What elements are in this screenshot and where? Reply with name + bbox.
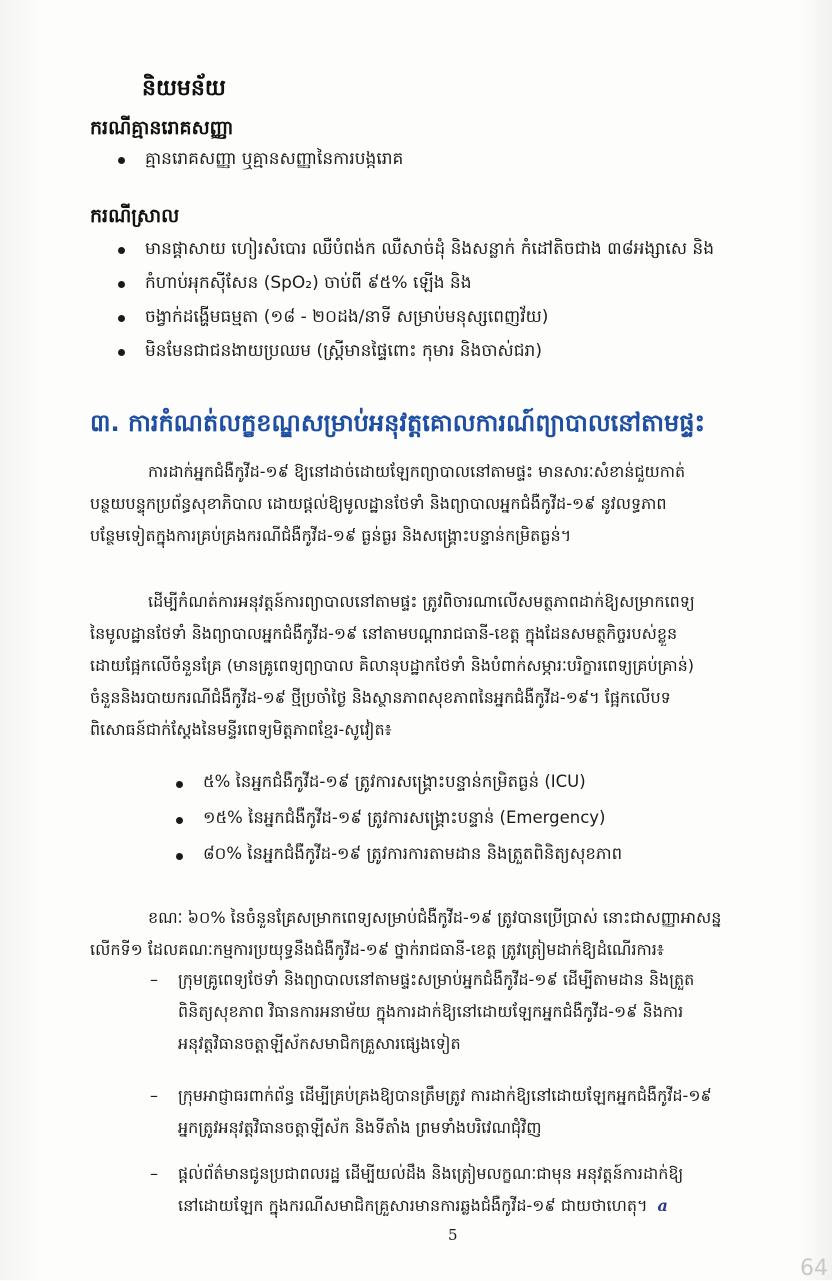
bullet-icon xyxy=(176,853,183,860)
stat-item-text: ៨០% នៃអ្នកជំងឺកូវីដ-១៩ ត្រូវការការតាមដាន និងត្រួតពិនិត្យសុខភាព xyxy=(203,844,623,863)
definition-title: និយមន័យ xyxy=(142,76,226,101)
action-line xyxy=(150,1190,810,1222)
mild-heading: ករណីស្រាល xyxy=(90,205,180,227)
paragraph-line: ពិសោធន៍ជាក់ស្តែងនៃមន្ទីរពេទ្យមិត្តភាពខ្មែរ-សូវៀត៖ xyxy=(90,720,392,739)
dash-marker: – xyxy=(150,1164,158,1183)
asymptomatic-heading: ករណីគ្មានរោគសញ្ញា xyxy=(90,117,234,139)
stat-item-text: ៥% នៃអ្នកជំងឺកូវីដ-១៩ ត្រូវការសង្គ្រោះបន្ទាន់កម្រិតធ្ងន់ (ICU) xyxy=(203,772,586,791)
paragraph-line: ដោយផ្អែកលើចំនួនគ្រែ (មានគ្រូពេទ្យព្យាបាល គិលានុបដ្ឋាកថែទាំ និងបំពាក់សម្ភារៈបរិក្ខារពេទ្យគ្រប់គ្រាន់) xyxy=(90,656,695,675)
list-item xyxy=(118,306,548,331)
paragraph-2 xyxy=(90,586,810,746)
paragraph-3 xyxy=(90,902,810,966)
paragraph-line: ចំនួននិងរបាយករណីជំងឺកូវីដ-១៩ ថ្មីប្រចាំថ្ងៃ និងស្ថានភាពសុខភាពនៃអ្នកជំងឺកូវីដ-១៩។ ផ្អែកលើបទ xyxy=(90,688,671,707)
bullet-icon xyxy=(118,349,125,356)
action-item xyxy=(150,1158,810,1222)
bullet-icon xyxy=(118,281,125,288)
paragraph-line: បន្ថែមទៀតក្នុងការគ្រប់គ្រងករណីជំងឺកូវីដ-១៩ ធ្ងន់ធ្ងរ និងសង្គ្រោះបន្ទាន់កម្រិតធ្ងន់។ xyxy=(90,526,572,545)
stat-item xyxy=(176,772,586,796)
bullet-icon xyxy=(176,817,183,824)
action-line: ពិនិត្យសុខភាព វិធានការអនាម័យ ក្នុងការដាក់ឱ្យនៅដោយឡែកអ្នកជំងឺកូវីដ-១៩ និងការ xyxy=(178,1002,684,1021)
paragraph-line: លើកទី១ ដែលគណៈកម្មការប្រយុទ្ធនឹងជំងឺកូវីដ-១៩ ថ្នាក់រាជធានី-ខេត្ត ត្រូវត្រៀមដាក់ឱ្យដំណើរការ៖ xyxy=(90,940,664,959)
action-line: ក្រុមគ្រូពេទ្យថែទាំ និងព្យាបាលនៅតាមផ្ទះសម្រាប់អ្នកជំងឺកូវីដ-១៩ ដើម្បីតាមដាន និងត្រួត xyxy=(178,970,695,989)
bullet-icon xyxy=(176,781,183,788)
list-item-text: កំហាប់អុកស៊ីសែន (SpO₂) ចាប់ពី ៩៥% ឡើង និង xyxy=(145,273,472,293)
corner-page-mark: 64 xyxy=(800,1256,828,1281)
list-item-text: មិនមែនជាជនងាយប្រឈម (ស្ត្រីមានផ្ទៃពោះ កុមារ និងចាស់ជរា) xyxy=(145,341,542,361)
list-item xyxy=(118,340,542,365)
action-item xyxy=(150,1080,810,1144)
paragraph-line: បន្ថយបន្ទុកប្រព័ន្ធសុខាភិបាល ដោយផ្តល់ឱ្យមូលដ្ឋានថែទាំ និងព្យាបាលអ្នកជំងឺកូវីដ-១៩ នូវលទ្ធភាព xyxy=(90,494,667,513)
list-item-text: គ្មានរោគសញ្ញា ឬគ្មានសញ្ញានៃការបង្ករោគ xyxy=(145,149,404,169)
stat-item-text: ១៥% នៃអ្នកជំងឺកូវីដ-១៩ ត្រូវការសង្គ្រោះបន្ទាន់ (Emergency) xyxy=(203,808,606,827)
paragraph-line: ខណៈ ៦០% នៃចំនួនគ្រែសម្រាកពេទ្យសម្រាប់ជំងឺកូវីដ-១៩ ត្រូវបានប្រើប្រាស់ នោះជាសញ្ញាអាសន្ន xyxy=(148,908,722,927)
paragraph-line: ការដាក់អ្នកជំងឺកូវីដ-១៩ ឱ្យនៅដាច់ដោយឡែកព្យាបាលនៅតាមផ្ទះ មានសារៈសំខាន់ជួយកាត់ xyxy=(148,462,686,481)
list-item-text: ចង្វាក់ដង្ហើមធម្មតា (១៨ - ២០ដង/នាទី សម្រាប់មនុស្សពេញវ័យ) xyxy=(145,307,549,327)
action-line: ផ្តល់ព័ត៌មានជូនប្រជាពលរដ្ឋ ដើម្បីយល់ដឹង និងត្រៀមលក្ខណៈជាមុន អនុវត្តន៍ការដាក់ឱ្យ xyxy=(178,1164,684,1183)
action-line: អនុវត្តវិធានចត្តាឡីស័កសមាជិកគ្រួសារផ្សេងទៀត xyxy=(178,1034,461,1053)
bullet-icon xyxy=(118,157,125,164)
bullet-icon xyxy=(118,247,125,254)
section-heading: ៣. ការកំណត់លក្ខខណ្ឌសម្រាប់អនុវត្តគោលការណ៍ព្យាបាលនៅតាមផ្ទះ xyxy=(90,409,706,437)
dash-marker: – xyxy=(150,970,158,989)
stat-item xyxy=(176,808,606,832)
list-item xyxy=(118,148,403,173)
action-line: ក្រុមអាជ្ញាធរពាក់ព័ន្ធ ដើម្បីគ្រប់គ្រងឱ្យបានត្រឹមត្រូវ ការដាក់ឱ្យនៅដោយឡែកអ្នកជំងឺកូវីដ-១៩ xyxy=(178,1086,712,1105)
paragraph-1 xyxy=(90,456,810,552)
stat-item xyxy=(176,844,622,868)
list-item xyxy=(118,238,714,263)
page-number: 5 xyxy=(448,1226,458,1244)
action-line-text: នៅដោយឡែក ក្នុងករណីសមាជិកគ្រួសារមានការឆ្លងជំងឺកូវីដ-១៩ ជាយថាហេតុ។ xyxy=(178,1196,648,1215)
list-item-text: មានផ្តាសាយ ហៀរសំបោរ ឈឺបំពង់ក ឈឺសាច់ដុំ និងសន្លាក់ កំដៅតិចជាង ៣៨អង្សាសេ និង xyxy=(145,239,714,259)
list-item xyxy=(118,272,472,297)
dash-marker: – xyxy=(150,1086,158,1105)
paragraph-line: នៃមូលដ្ឋានថែទាំ និងព្យាបាលអ្នកជំងឺកូវីដ-១៩ នៅតាមបណ្តារាជធានី-ខេត្ត ក្នុងដែនសមត្ថកិច្ចរបស់ខ្លួន xyxy=(90,624,678,643)
action-item xyxy=(150,964,810,1060)
handwritten-initial: a xyxy=(657,1196,668,1215)
paragraph-line: ដើម្បីកំណត់ការអនុវត្តន៍ការព្យាបាលនៅតាមផ្ទះ ត្រូវពិចារណាលើសមត្ថភាពដាក់ឱ្យសម្រាកពេទ្យ xyxy=(148,592,695,611)
action-line: អ្នកត្រូវអនុវត្តវិធានចត្តាឡីស័ក និងទីតាំង ព្រមទាំងបរិវេណជុំវិញ xyxy=(178,1118,542,1137)
bullet-icon xyxy=(118,315,125,322)
